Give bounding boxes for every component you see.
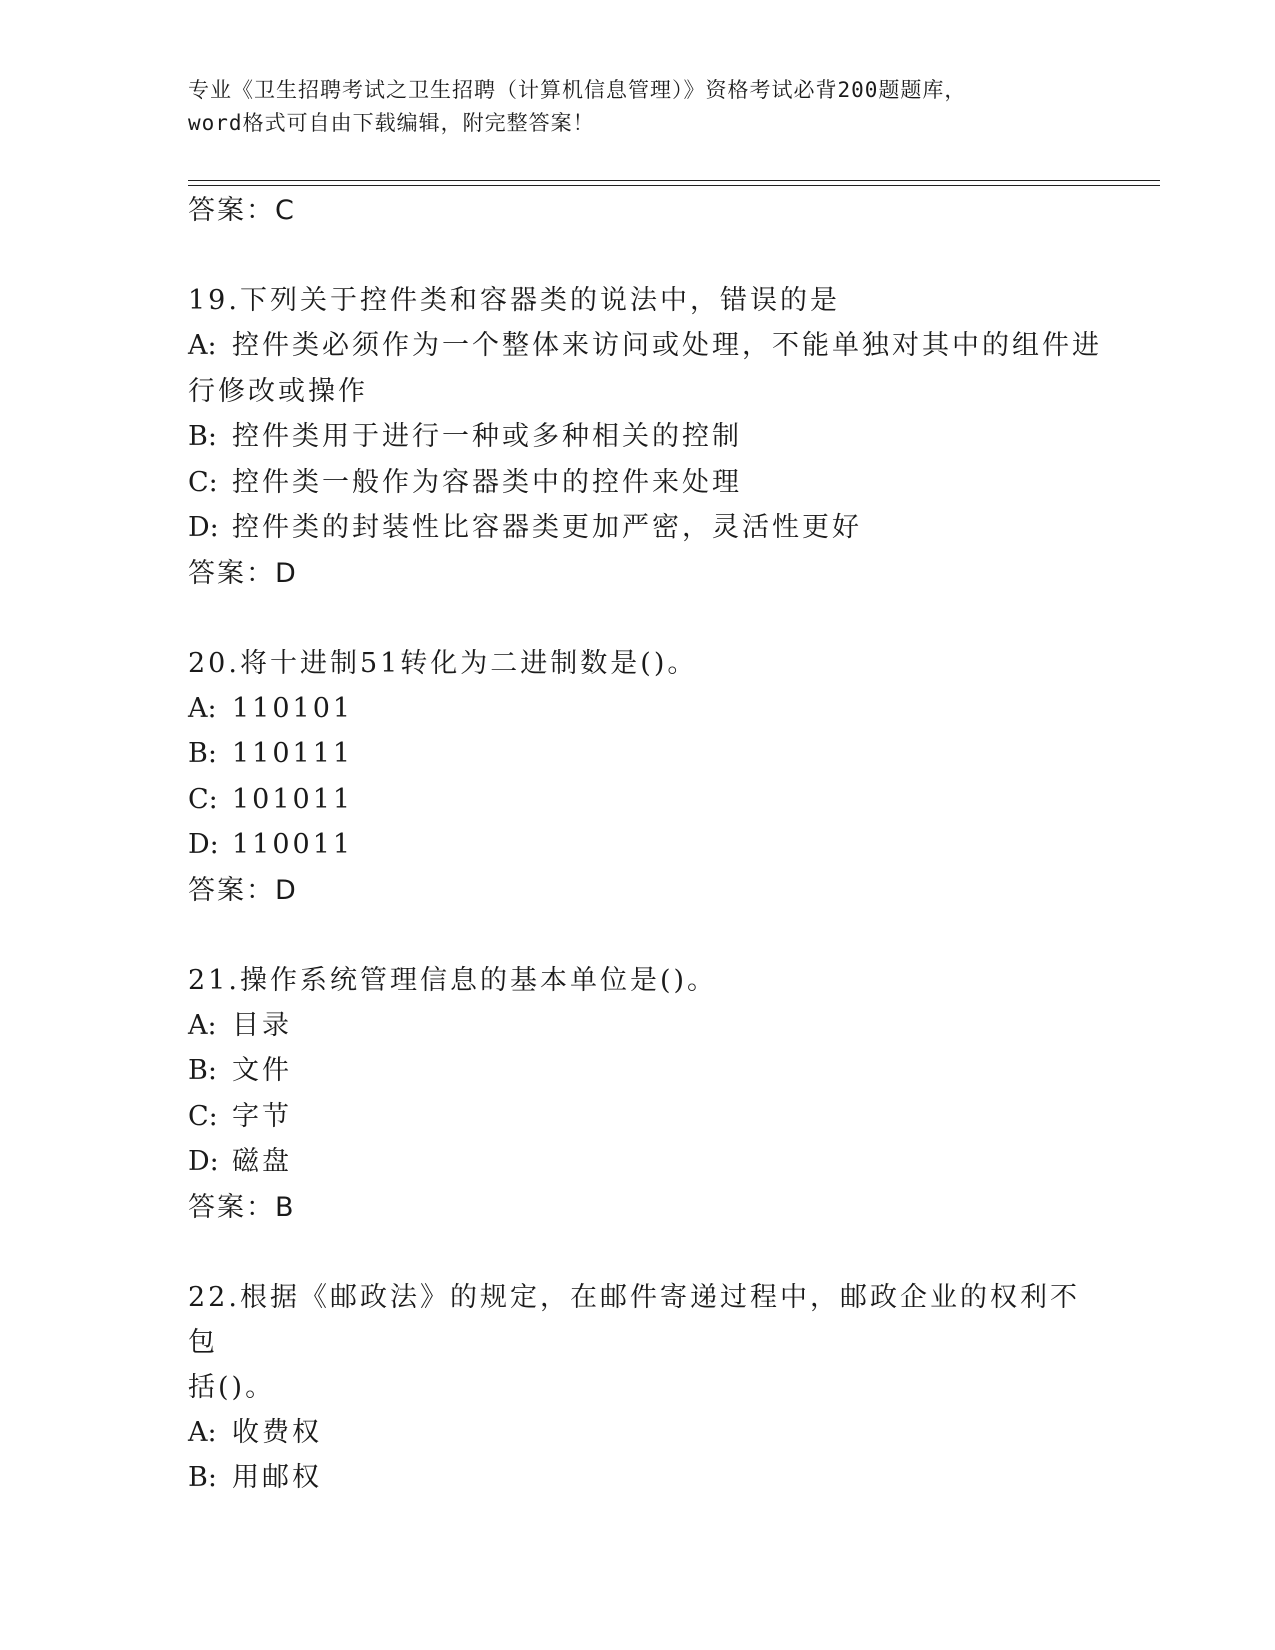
answer-line: 答案：C	[188, 195, 296, 226]
option-letter: A:	[188, 330, 217, 361]
option-b	[188, 414, 1088, 460]
question-block	[188, 958, 1088, 1231]
option-a	[188, 323, 1102, 369]
answer-line: 答案：B	[188, 1191, 296, 1223]
question-block	[188, 278, 1102, 597]
answer-line: 答案：D	[188, 557, 298, 589]
option-d	[188, 1139, 1088, 1185]
question-block	[188, 641, 1088, 914]
option-text: 控件类用于进行一种或多种相关的控制	[232, 421, 742, 452]
option-c	[188, 460, 1088, 506]
option-text: 110101	[232, 692, 354, 724]
question-stem: 21.操作系统管理信息的基本单位是()。	[188, 964, 718, 996]
header-line-1: 专业《卫生招聘考试之卫生招聘（计算机信息管理）》资格考试必背200题题库，	[188, 78, 967, 102]
option-letter: C:	[188, 466, 218, 498]
option-d	[188, 505, 1088, 551]
option-text: 用邮权	[232, 1462, 322, 1493]
header-divider-top	[188, 180, 1160, 181]
question-block	[188, 1275, 1088, 1501]
option-letter: B:	[188, 1055, 217, 1086]
option-text: 控件类一般作为容器类中的控件来处理	[232, 466, 742, 498]
option-letter: D:	[188, 512, 219, 543]
option-text: 磁盘	[232, 1146, 292, 1177]
question-stem: 20.将十进制51转化为二进制数是()。	[188, 647, 698, 679]
option-text: 字节	[232, 1100, 292, 1132]
option-d	[188, 822, 1088, 868]
option-letter: C:	[188, 1100, 218, 1132]
document-body	[188, 188, 1102, 1501]
option-b	[188, 1455, 1088, 1501]
option-text: 控件类必须作为一个整体来访问或处理，不能单独对其中的组件进	[232, 330, 1102, 361]
option-a	[188, 1003, 1088, 1049]
question-stem-continued: 括()。	[188, 1371, 276, 1403]
option-a	[188, 1410, 1088, 1456]
option-text: 文件	[232, 1055, 292, 1086]
question-stem: 22.根据《邮政法》的规定，在邮件寄递过程中，邮政企业的权利不包	[188, 1281, 1080, 1358]
option-c	[188, 777, 1088, 823]
option-text: 目录	[232, 1009, 292, 1041]
option-letter: A:	[188, 692, 217, 724]
option-letter: B:	[188, 738, 217, 769]
option-letter: A:	[188, 1416, 217, 1448]
option-letter: A:	[188, 1009, 217, 1041]
option-letter: C:	[188, 783, 218, 815]
header-line-2: word格式可自由下载编辑，附完整答案！	[188, 111, 595, 135]
option-b	[188, 1048, 1088, 1094]
option-text: 101011	[232, 783, 354, 815]
option-letter: B:	[188, 421, 217, 452]
option-text: 110011	[232, 829, 354, 860]
option-text: 控件类的封装性比容器类更加严密，灵活性更好	[232, 512, 862, 543]
header-divider-bottom	[188, 185, 1160, 186]
option-text: 110111	[232, 738, 354, 769]
answer-line: 答案：D	[188, 874, 298, 906]
option-letter: B:	[188, 1462, 217, 1493]
option-c	[188, 1094, 1088, 1140]
option-letter: D:	[188, 1146, 219, 1177]
option-b	[188, 731, 1088, 777]
option-letter: D:	[188, 829, 219, 860]
question-stem: 19.下列关于控件类和容器类的说法中，错误的是	[188, 285, 840, 316]
option-text: 收费权	[232, 1416, 322, 1448]
option-a	[188, 686, 1088, 732]
document-header	[188, 74, 1088, 140]
option-a-continued: 行修改或操作	[188, 375, 368, 407]
